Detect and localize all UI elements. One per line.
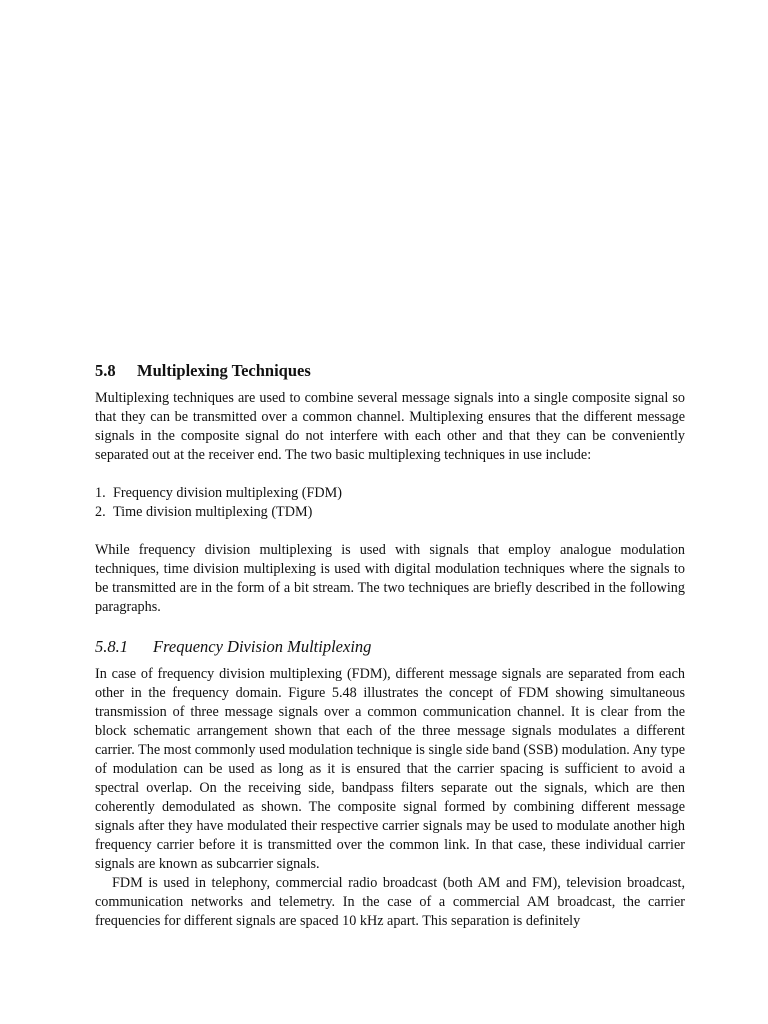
subsection-number: 5.8.1 bbox=[95, 637, 128, 656]
list-item-number: 1. bbox=[95, 485, 106, 501]
list-item-number: 2. bbox=[95, 504, 106, 520]
subsection-second-paragraph: FDM is used in telephony, commercial radio broadcast (both AM and FM), television broadcast, communication networks and telemetry. In the case of a commercial AM broadcast, the carrier frequencies for different signals are spaced 10 kHz apart. This separation is definitely bbox=[95, 875, 685, 929]
section-second-paragraph: While frequency division multiplexing is used with signals that employ analogue modulation techniques, time division multiplexing is used with digital modulation techniques where the signals to be transmitted are in the form of a bit stream. The two techniques are briefly described in the following paragraphs. bbox=[95, 542, 685, 615]
section-intro-paragraph: Multiplexing techniques are used to combine several message signals into a single composite signal so that they can be transmitted over a common channel. Multiplexing ensures that the different message signals in the composite signal do not interfere with each other and that they can be conveniently separated out at the receiver end. The two basic multiplexing techniques in use include: bbox=[95, 390, 685, 463]
section-title: Multiplexing Techniques bbox=[137, 361, 311, 380]
subsection-heading bbox=[95, 636, 685, 658]
subsection-first-paragraph: In case of frequency division multiplexing (FDM), different message signals are separated from each other in the frequency domain. Figure 5.48 illustrates the concept of FDM showing simultaneous transmission of three message signals over a common communication channel. It is clear from the block schematic arrangement shown that each of the three message signals modulates a different carrier. The most commonly used modulation technique is single side band (SSB) modulation. Any type of modulation can be used as long as it is ensured that the carrier spacing is sufficient to avoid a spectral overlap. On the receiving side, bandpass filters separate out the signals, which are then coherently demodulated as shown. The composite signal formed by combining different message signals after they have modulated their respective carrier signals may be used to modulate another high frequency carrier before it is transmitted over the common link. In that case, these individual carrier signals are known as subcarrier signals. bbox=[95, 666, 686, 872]
technique-list bbox=[95, 484, 685, 522]
list-item bbox=[95, 503, 685, 522]
section-number: 5.8 bbox=[95, 361, 116, 380]
list-item bbox=[95, 484, 685, 503]
subsection-title: Frequency Division Multiplexing bbox=[153, 637, 372, 656]
section-heading bbox=[95, 360, 685, 382]
list-item-text: Frequency division multiplexing (FDM) bbox=[113, 485, 342, 501]
list-item-text: Time division multiplexing (TDM) bbox=[113, 504, 313, 520]
page-content bbox=[95, 360, 685, 931]
